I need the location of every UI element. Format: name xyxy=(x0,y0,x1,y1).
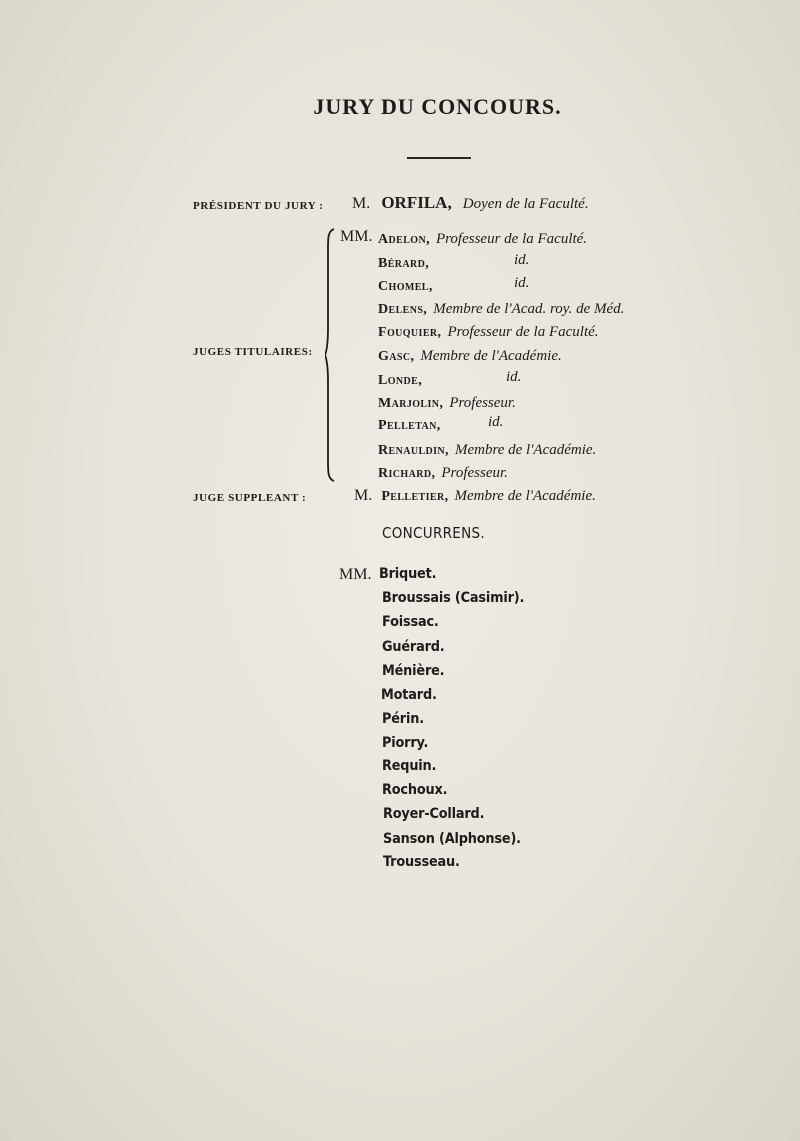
juge-name: Fouquier, xyxy=(378,325,442,340)
candidate-name: Briquet. xyxy=(379,566,437,582)
juge-name: Chomel, xyxy=(378,279,433,294)
juge-name: Renauldin, xyxy=(378,443,449,458)
juge-name: Richard, xyxy=(378,466,436,481)
candidate-name: Broussais (Casimir). xyxy=(382,590,525,606)
juge-entry xyxy=(378,369,422,389)
candidate-name: Piorry. xyxy=(382,735,429,751)
juge-name: Adelon, xyxy=(378,232,430,247)
juges-label: JUGES TITULAIRES: xyxy=(193,346,313,358)
juge-name: Pelletan, xyxy=(378,418,441,433)
candidate-name: Périn. xyxy=(382,711,424,727)
candidate-name: Guérard. xyxy=(382,639,445,655)
juge-entry xyxy=(378,414,441,434)
juge-desc: id. xyxy=(514,252,530,268)
suppleant-entry xyxy=(354,485,596,505)
juge-entry xyxy=(378,298,624,318)
juge-name: Delens, xyxy=(378,302,428,317)
candidate-name: Rochoux. xyxy=(382,782,448,798)
concurrens-prefix: MM. xyxy=(339,566,372,583)
juge-entry xyxy=(378,252,429,272)
juge-desc: Professeur. xyxy=(441,465,508,481)
suppleant-desc: Membre de l'Académie. xyxy=(454,488,596,504)
juge-entry xyxy=(378,345,562,365)
juge-entry xyxy=(378,228,587,248)
president-prefix: M. xyxy=(352,195,371,212)
juge-desc: Professeur. xyxy=(449,395,516,411)
juge-entry xyxy=(378,275,433,295)
candidate-name: Requin. xyxy=(382,758,437,774)
title-rule xyxy=(407,157,471,159)
juge-desc: Membre de l'Acad. roy. de Méd. xyxy=(433,301,625,317)
concurrens-heading: CONCURRENS. xyxy=(382,524,485,542)
candidate-name: Royer-Collard. xyxy=(383,806,485,822)
president-desc: Doyen de la Faculté. xyxy=(462,196,589,212)
page-title: JURY DU CONCOURS. xyxy=(313,94,562,119)
president-label: PRÉSIDENT DU JURY : xyxy=(193,200,324,212)
juges-brace xyxy=(325,228,335,482)
candidate-name: Foissac. xyxy=(382,614,439,630)
suppleant-label: JUGE SUPPLEANT : xyxy=(193,492,307,504)
juge-desc: id. xyxy=(506,369,522,385)
juge-entry xyxy=(378,462,508,482)
juges-prefix: MM. xyxy=(340,228,373,245)
juge-name: Marjolin, xyxy=(378,396,444,411)
juge-name: Londe, xyxy=(378,373,423,388)
president-entry xyxy=(352,193,589,213)
juge-desc: Membre de l'Académie. xyxy=(420,348,562,364)
candidate-name: Sanson (Alphonse). xyxy=(383,831,521,847)
juge-desc: Membre de l'Académie. xyxy=(454,442,597,458)
suppleant-name: Pelletier, xyxy=(381,489,449,504)
juge-desc: id. xyxy=(488,414,504,430)
candidate-name: Trousseau. xyxy=(383,854,460,870)
juge-desc: Professeur de la Faculté. xyxy=(447,324,599,340)
candidate-name: Ménière. xyxy=(382,663,445,679)
juge-desc: id. xyxy=(514,275,530,291)
candidate-name: Motard. xyxy=(381,687,437,703)
suppleant-prefix: M. xyxy=(354,487,373,504)
juge-entry xyxy=(378,321,599,341)
juge-name: Bérard, xyxy=(378,256,430,271)
juge-entry xyxy=(378,439,596,459)
juge-name: Gasc, xyxy=(378,349,415,364)
president-name: ORFILA, xyxy=(381,193,452,212)
juge-entry xyxy=(378,392,516,412)
juge-desc: Professeur de la Faculté. xyxy=(435,231,588,247)
